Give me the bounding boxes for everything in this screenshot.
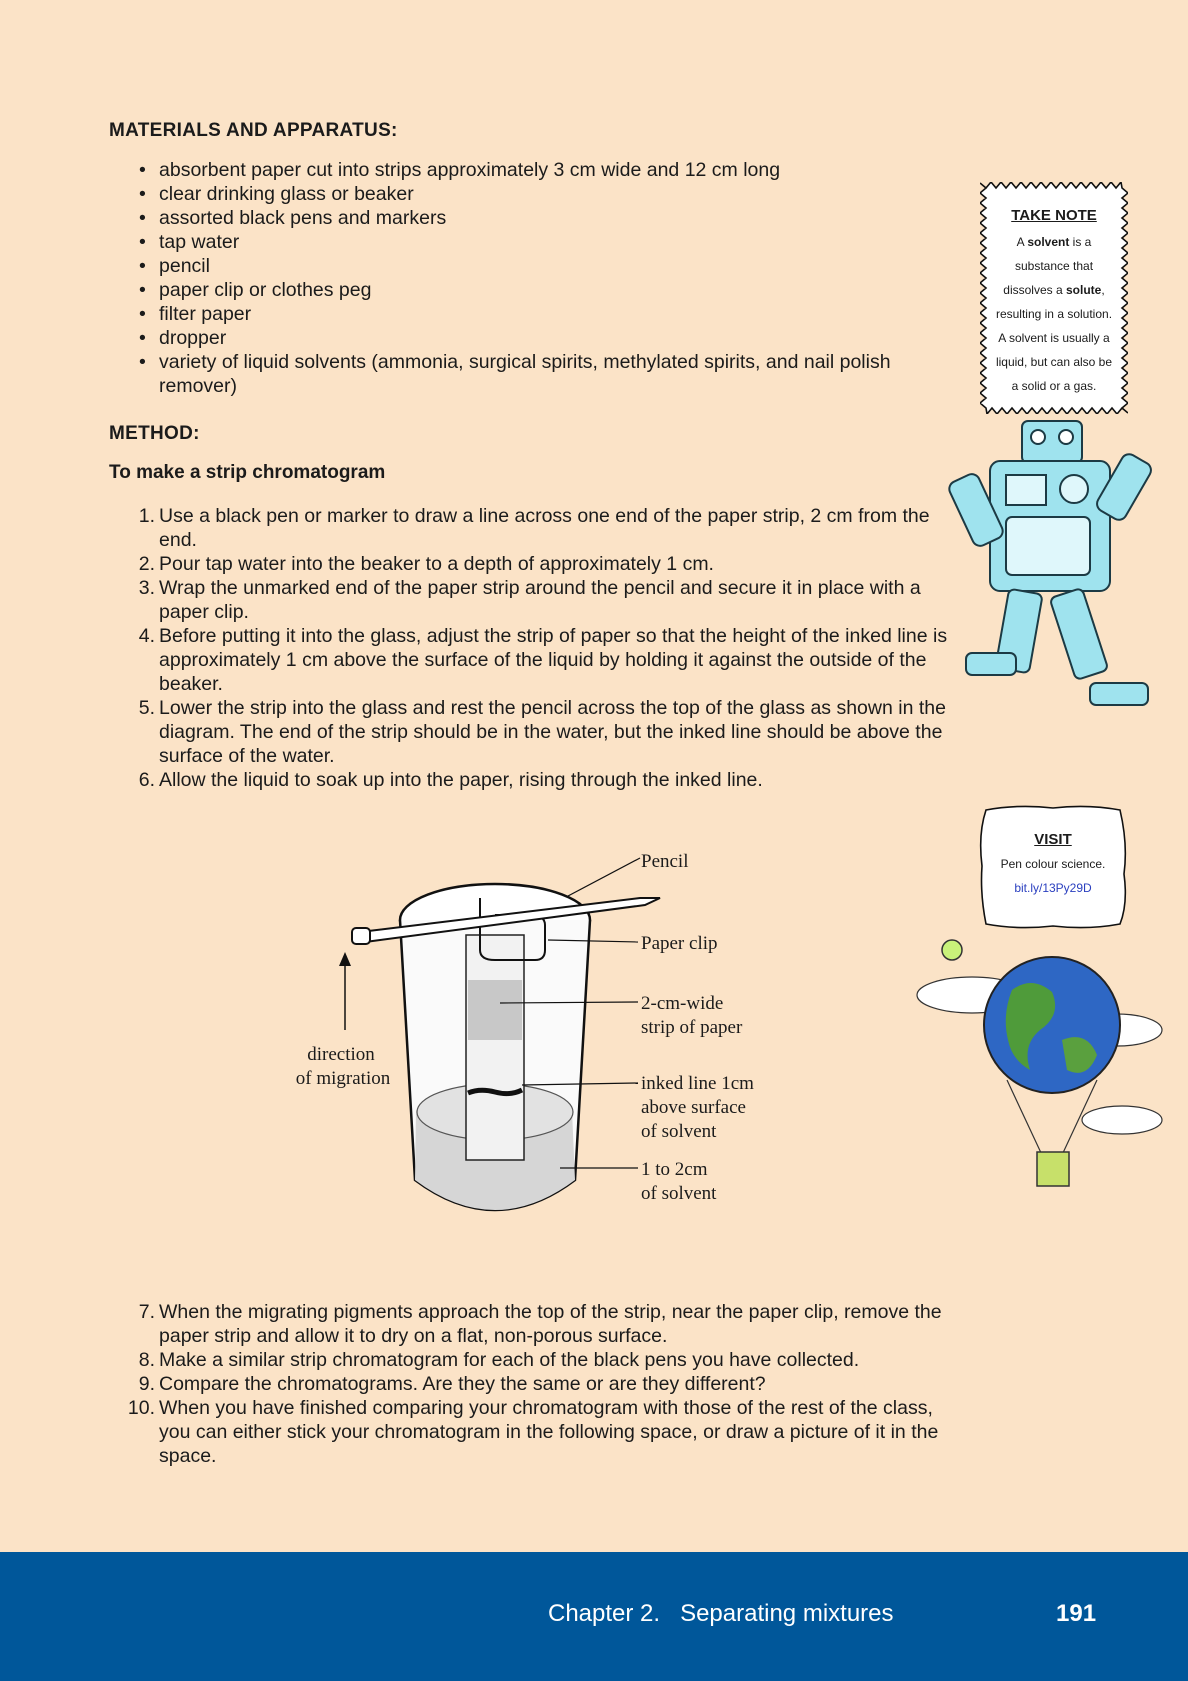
robot-gauge <box>1006 475 1046 505</box>
materials-heading: MATERIALS AND APPARATUS: <box>109 120 398 141</box>
step-number: 6. <box>138 769 155 791</box>
list-item <box>138 768 959 792</box>
label-solvent-1: 1 to 2cm <box>641 1159 708 1180</box>
chapter-title: Chapter 2. Separating mixtures <box>548 1600 894 1627</box>
step-number: 7. <box>138 1301 155 1323</box>
list-item: • pencil <box>159 254 959 278</box>
robot-dial <box>1060 475 1088 503</box>
globe-balloon-illustration <box>912 920 1168 1195</box>
pencil-eraser <box>352 928 370 944</box>
take-note-title: TAKE NOTE <box>1011 207 1097 224</box>
inked-line <box>468 1090 522 1094</box>
list-item: • assorted black pens and markers <box>159 206 959 230</box>
label-paper-clip: Paper clip <box>641 933 718 954</box>
page-number: 191 <box>1056 1600 1097 1627</box>
steps-list-b <box>109 1300 959 1468</box>
method-heading: METHOD: <box>109 423 200 444</box>
step-number: 4. <box>138 625 155 647</box>
robot-eye-icon <box>1059 430 1073 444</box>
list-item <box>138 576 959 624</box>
step-text: Lower the strip into the glass and rest the pencil across the top of the glass as shown in the diagram. The end of the strip should be in the water, but the inked line should be above the surface of the water. <box>159 697 946 767</box>
visit-link[interactable]: bit.ly/13Py29D <box>1014 881 1092 895</box>
label-inked-1: inked line 1cm <box>641 1073 754 1094</box>
step-text: Wrap the unmarked end of the paper strip around the pencil and secure it in place with a paper clip. <box>159 577 921 623</box>
list-item: • filter paper <box>159 302 959 326</box>
label-pencil: Pencil <box>641 851 689 872</box>
label-solvent-2: of solvent <box>641 1183 717 1204</box>
label-inked-3: of solvent <box>641 1121 717 1142</box>
steps-list-a <box>109 504 959 792</box>
step-text: Make a similar strip chromatogram for each of the black pens you have collected. <box>159 1349 860 1371</box>
list-item: • clear drinking glass or beaker <box>159 182 959 206</box>
take-note-text-3: , resulting in a solution. A solvent is usually a liquid, but can also be a solid or a gas. <box>995 283 1113 393</box>
paper-strip <box>466 935 524 1160</box>
step-text: Before putting it into the glass, adjust the strip of paper so that the height of the inked line is approximately 1 cm above the surface of the liquid by holding it against the outside of the beaker. <box>159 625 948 695</box>
list-item <box>127 1396 959 1468</box>
step-number: 1. <box>138 505 155 527</box>
step-text: When the migrating pigments approach the top of the strip, near the paper clip, remove the paper strip and allow it to dry on a flat, non-porous surface. <box>159 1301 942 1347</box>
list-item: • dropper <box>159 326 959 350</box>
list-item <box>138 504 959 552</box>
step-number: 10. <box>127 1397 155 1419</box>
take-note-term-solute: solute <box>1066 283 1102 297</box>
list-item <box>138 624 959 696</box>
step-text: Compare the chromatograms. Are they the same or are they different? <box>159 1373 766 1395</box>
arrow-head <box>339 952 351 966</box>
leader-line <box>568 858 640 896</box>
take-note-text-2: is a substance that dissolves a <box>1003 235 1094 297</box>
label-inked-2: above surface <box>641 1097 746 1118</box>
list-item <box>138 552 959 576</box>
take-note-term-solvent: solvent <box>1027 235 1070 249</box>
step-text: When you have finished comparing your chromatogram with those of the rest of the class, you can either stick your chromatogram in the following space, or draw a picture of it in the space. <box>159 1397 939 1467</box>
step-number: 2. <box>138 553 155 575</box>
step-text: Allow the liquid to soak up into the paper, rising through the inked line. <box>159 769 763 791</box>
step-number: 8. <box>138 1349 155 1371</box>
cloud-icon <box>1082 1106 1162 1134</box>
step-number: 9. <box>138 1373 155 1395</box>
step-text: Pour tap water into the beaker to a depth of approximately 1 cm. <box>159 553 714 575</box>
robot-leg-right <box>1050 588 1109 680</box>
list-item: • absorbent paper cut into strips approximately 3 cm wide and 12 cm long <box>159 158 959 182</box>
robot-panel <box>1006 517 1090 575</box>
take-note-text-1: A <box>1016 235 1028 249</box>
label-strip-2: strip of paper <box>641 1017 743 1038</box>
label-strip-1: 2-cm-wide <box>641 993 724 1014</box>
visit-title: VISIT <box>1034 831 1072 848</box>
list-item <box>138 1300 959 1348</box>
basket <box>1037 1152 1069 1186</box>
step-number: 3. <box>138 577 155 599</box>
list-item <box>138 1372 959 1396</box>
list-item: • variety of liquid solvents (ammonia, surgical spirits, methylated spirits, and nail polish remover) <box>159 350 959 398</box>
robot-head <box>1022 421 1082 463</box>
label-direction-2: of migration <box>295 1068 391 1089</box>
robot-foot-right <box>1090 683 1148 705</box>
list-item <box>138 696 959 768</box>
visit-text: Pen colour science. <box>1000 857 1106 871</box>
step-number: 5. <box>138 697 155 719</box>
list-item: • paper clip or clothes peg <box>159 278 959 302</box>
robot-illustration <box>940 415 1170 720</box>
list-item: • tap water <box>159 230 959 254</box>
sun-icon <box>942 940 962 960</box>
robot-eye-icon <box>1031 430 1045 444</box>
take-note-content <box>994 204 1114 398</box>
step-text: Use a black pen or marker to draw a line across one end of the paper strip, 2 cm from the end. <box>159 505 930 551</box>
list-item <box>138 1348 959 1372</box>
materials-list <box>109 158 959 398</box>
chromatography-diagram <box>280 840 800 1230</box>
visit-content <box>988 828 1118 900</box>
method-subheading: To make a strip chromatogram <box>109 462 386 483</box>
label-direction-1: direction <box>307 1044 375 1065</box>
migration-band <box>468 980 522 1040</box>
robot-foot-left <box>966 653 1016 675</box>
globe-icon <box>984 957 1120 1093</box>
